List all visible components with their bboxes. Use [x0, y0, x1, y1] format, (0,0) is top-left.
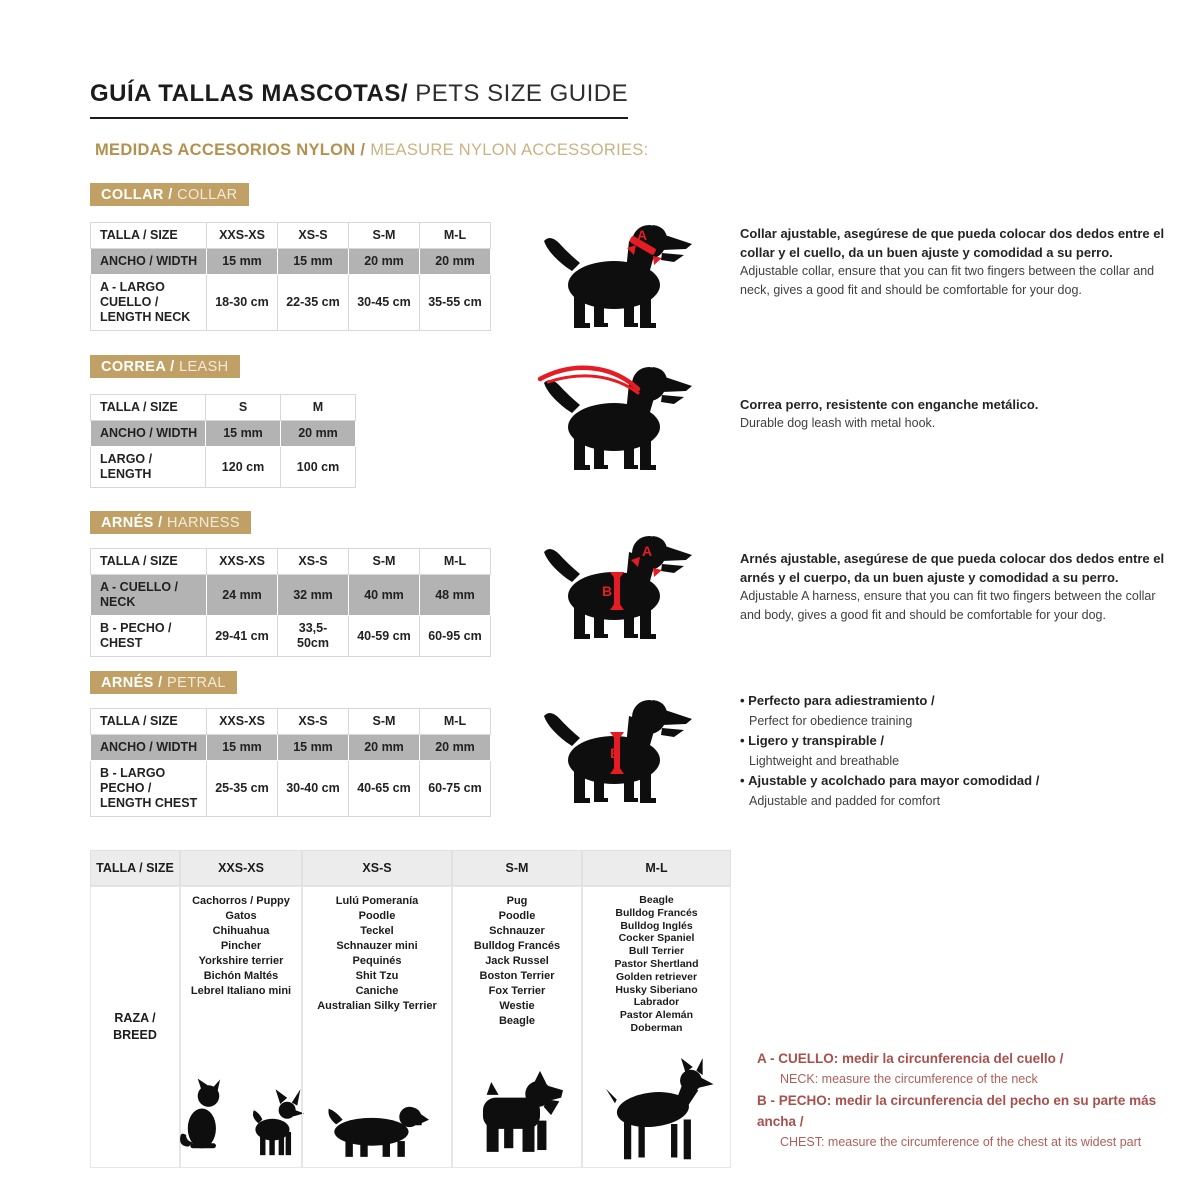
- note-item: [757, 1048, 1197, 1090]
- schnauzer-silhouette: [470, 1070, 564, 1162]
- petral-section-badge: [90, 671, 237, 694]
- leash-badge-es: CORREA /: [101, 359, 179, 375]
- value-cell: 29-41 cm: [207, 616, 278, 657]
- feature-en: Perfect for obedience training: [749, 714, 913, 728]
- size-col-header: S-M: [349, 549, 420, 575]
- value-cell: 15 mm: [278, 735, 349, 761]
- collar-size-table: [90, 222, 491, 331]
- harness-badge-es: ARNÉS /: [101, 515, 168, 531]
- feature-es: • Ajustable y acolchado para mayor comodidad /: [740, 771, 1170, 791]
- size-col-header: XS-S: [278, 223, 349, 249]
- leash-size-table: [90, 394, 356, 488]
- feature-item: [740, 731, 1170, 771]
- size-label-cell: TALLA / SIZE: [91, 223, 207, 249]
- value-cell: 40-59 cm: [349, 616, 420, 657]
- value-cell: 60-95 cm: [420, 616, 491, 657]
- value-cell: 15 mm: [278, 249, 349, 275]
- table-row: [91, 275, 491, 331]
- collar-badge-en: COLLAR: [177, 187, 238, 203]
- size-col-header: XXS-XS: [207, 223, 278, 249]
- collar-badge-es: COLLAR /: [101, 187, 178, 203]
- size-label-cell: TALLA / SIZE: [91, 395, 206, 421]
- breed-animals: [470, 1070, 564, 1162]
- page-title: [90, 80, 628, 119]
- size-col-header: XXS-XS: [207, 709, 278, 735]
- value-cell: 40 mm: [349, 575, 420, 616]
- collar-dog-illustration: [533, 215, 705, 335]
- value-cell: 120 cm: [206, 447, 281, 488]
- size-label-cell: TALLA / SIZE: [91, 549, 207, 575]
- page-subtitle-en: MEASURE NYLON ACCESSORIES:: [370, 141, 649, 159]
- size-col-header: S-M: [349, 223, 420, 249]
- table-row: [91, 616, 491, 657]
- collar-section-badge: [90, 183, 249, 206]
- table-row: [91, 761, 491, 817]
- harness-description: [740, 549, 1165, 625]
- note-en: NECK: measure the circumference of the neck: [780, 1072, 1038, 1086]
- leash-desc-en: Durable dog leash with metal hook.: [740, 416, 936, 430]
- value-cell: 30-40 cm: [278, 761, 349, 817]
- value-cell: 40-65 cm: [349, 761, 420, 817]
- breed-list: Pug Poodle Schnauzer Bulldog Francés Jack Russel Boston Terrier Fox Terrier Westie Beagle: [473, 895, 561, 1027]
- size-label-cell: TALLA / SIZE: [90, 850, 180, 886]
- breed-animals: [177, 1074, 305, 1162]
- row-label-cell: B - LARGO PECHO / LENGTH CHEST: [91, 761, 207, 817]
- value-cell: 24 mm: [207, 575, 278, 616]
- note-en: CHEST: measure the circumference of the chest at its widest part: [780, 1135, 1142, 1149]
- collar-desc-es: Collar ajustable, asegúrese de que pueda colocar dos dedos entre el collar y el cuello, da un buen ajuste y comodidad a su perro.: [740, 226, 1165, 260]
- leash-section-badge: [90, 355, 240, 378]
- size-col-header: XS-S: [278, 549, 349, 575]
- row-label-cell: A - CUELLO / NECK: [91, 575, 207, 616]
- value-cell: 100 cm: [281, 447, 356, 488]
- breed-col-xs-s: [302, 886, 452, 1168]
- table-row: [91, 447, 356, 488]
- row-label-cell: ANCHO / WIDTH: [91, 249, 207, 275]
- breed-animals: [325, 1096, 429, 1162]
- chihuahua-silhouette: [243, 1084, 305, 1162]
- neck-letter-a: A: [642, 543, 653, 559]
- table-row: [91, 249, 491, 275]
- collar-description: [740, 224, 1165, 300]
- dog-silhouette: [544, 225, 692, 328]
- value-cell: 30-45 cm: [349, 275, 420, 331]
- measuring-notes: [757, 1048, 1197, 1153]
- harness-badge-en: HARNESS: [167, 515, 240, 531]
- size-col-header: M-L: [420, 549, 491, 575]
- size-col-header: M-L: [582, 850, 731, 886]
- row-label-cell: B - PECHO / CHEST: [91, 616, 207, 657]
- breed-label-en: BREED: [113, 1028, 157, 1042]
- row-label-cell: ANCHO / WIDTH: [91, 421, 206, 447]
- table-header-row: [91, 223, 491, 249]
- value-cell: 15 mm: [207, 735, 278, 761]
- size-col-header: M-L: [420, 223, 491, 249]
- table-header-row: [91, 709, 491, 735]
- value-cell: 15 mm: [207, 249, 278, 275]
- value-cell: 35-55 cm: [420, 275, 491, 331]
- value-cell: 18-30 cm: [207, 275, 278, 331]
- row-label-cell: A - LARGO CUELLO / LENGTH NECK: [91, 275, 207, 331]
- value-cell: 33,5-50cm: [278, 616, 349, 657]
- table-row: [91, 421, 356, 447]
- feature-en: Adjustable and padded for comfort: [749, 794, 941, 808]
- row-label-cell: ANCHO / WIDTH: [91, 735, 207, 761]
- leash-description: [740, 395, 1165, 433]
- harness-desc-en: Adjustable A harness, ensure that you can fit two fingers between the collar and body, gives a good fit and should be comfortable for your dog.: [740, 589, 1156, 622]
- table-header-row: [91, 395, 356, 421]
- feature-en: Lightweight and breathable: [749, 754, 900, 768]
- note-item: [757, 1090, 1197, 1153]
- page-subtitle: [95, 141, 648, 160]
- page-subtitle-es: MEDIDAS ACCESORIOS NYLON /: [95, 141, 371, 159]
- petral-badge-en: PETRAL: [167, 675, 226, 691]
- value-cell: 25-35 cm: [207, 761, 278, 817]
- cat-silhouette: [177, 1074, 235, 1162]
- size-col-header: S-M: [452, 850, 582, 886]
- leash-dog-illustration: [533, 357, 705, 477]
- collar-desc-en: Adjustable collar, ensure that you can fit two fingers between the collar and neck, gives a good fit and should be comfortable for your dog.: [740, 264, 1155, 297]
- breed-col-xxs-xs: [180, 886, 302, 1168]
- value-cell: 22-35 cm: [278, 275, 349, 331]
- size-col-header: S-M: [349, 709, 420, 735]
- value-cell: 20 mm: [281, 421, 356, 447]
- size-col-header: XS-S: [278, 709, 349, 735]
- feature-es: • Ligero y transpirable /: [740, 731, 1170, 751]
- size-col-header: XS-S: [302, 850, 452, 886]
- petral-size-table: [90, 708, 491, 817]
- chest-letter-b: B: [610, 745, 621, 761]
- value-cell: 15 mm: [206, 421, 281, 447]
- size-col-header: M-L: [420, 709, 491, 735]
- feature-item: [740, 771, 1170, 811]
- note-es: B - PECHO: medir la circunferencia del pecho en su parte más ancha /: [757, 1093, 1157, 1129]
- value-cell: 32 mm: [278, 575, 349, 616]
- chest-letter-b: B: [602, 583, 613, 599]
- value-cell: 48 mm: [420, 575, 491, 616]
- leash-desc-es: Correa perro, resistente con enganche metálico.: [740, 397, 1039, 412]
- breed-list: Cachorros / Puppy Gatos Chihuahua Pincher Yorkshire terrier Bichón Maltés Lebrel Italiano mini: [190, 895, 292, 997]
- value-cell: 60-75 cm: [420, 761, 491, 817]
- breed-col-s-m: [452, 886, 582, 1168]
- size-col-header: S: [206, 395, 281, 421]
- breed-row-label: [90, 886, 180, 1168]
- table-row: [91, 735, 491, 761]
- table-row: [91, 575, 491, 616]
- dachshund-silhouette: [325, 1096, 429, 1162]
- size-col-header: M: [281, 395, 356, 421]
- breed-list: Beagle Bulldog Francés Bulldog Inglés Cocker Spaniel Bull Terrier Pastor Shertland Golden retriever Husky Siberiano Labrador Pastor Alemán Doberman: [614, 894, 699, 1034]
- harness-desc-es: Arnés ajustable, asegúrese de que pueda colocar dos dedos entre el arnés y el cuerpo, da un buen ajuste y comodidad a su perro.: [740, 551, 1165, 585]
- size-col-header: XXS-XS: [180, 850, 302, 886]
- harness-size-table: [90, 548, 491, 657]
- breed-size-table: [90, 850, 731, 1168]
- row-label-cell: LARGO / LENGTH: [91, 447, 206, 488]
- petral-badge-es: ARNÉS /: [101, 675, 168, 691]
- breed-list: Lulú Pomeranía Poodle Teckel Schnauzer mini Pequinés Shit Tzu Caniche Australian Silky Terrier: [317, 895, 437, 1012]
- value-cell: 20 mm: [349, 735, 420, 761]
- page-title-es: GUÍA TALLAS MASCOTAS/: [90, 80, 409, 107]
- petral-feature-list: [740, 691, 1170, 811]
- breed-label-es: RAZA /: [114, 1011, 156, 1025]
- harness-section-badge: [90, 511, 251, 534]
- feature-item: [740, 691, 1170, 731]
- breed-animals: [598, 1058, 716, 1162]
- breed-col-m-l: [582, 886, 731, 1168]
- size-label-cell: TALLA / SIZE: [91, 709, 207, 735]
- harness-dog-illustration: [533, 526, 705, 646]
- value-cell: 20 mm: [420, 735, 491, 761]
- feature-es: • Perfecto para adiestramiento /: [740, 691, 1170, 711]
- neck-letter-a: A: [637, 227, 648, 243]
- petral-dog-illustration: [533, 690, 705, 810]
- value-cell: 20 mm: [420, 249, 491, 275]
- leash-badge-en: LEASH: [178, 359, 229, 375]
- page-title-en: PETS SIZE GUIDE: [408, 80, 629, 107]
- doberman-silhouette: [598, 1058, 716, 1162]
- size-col-header: XXS-XS: [207, 549, 278, 575]
- note-es: A - CUELLO: medir la circunferencia del cuello /: [757, 1051, 1064, 1066]
- table-header-row: [91, 549, 491, 575]
- value-cell: 20 mm: [349, 249, 420, 275]
